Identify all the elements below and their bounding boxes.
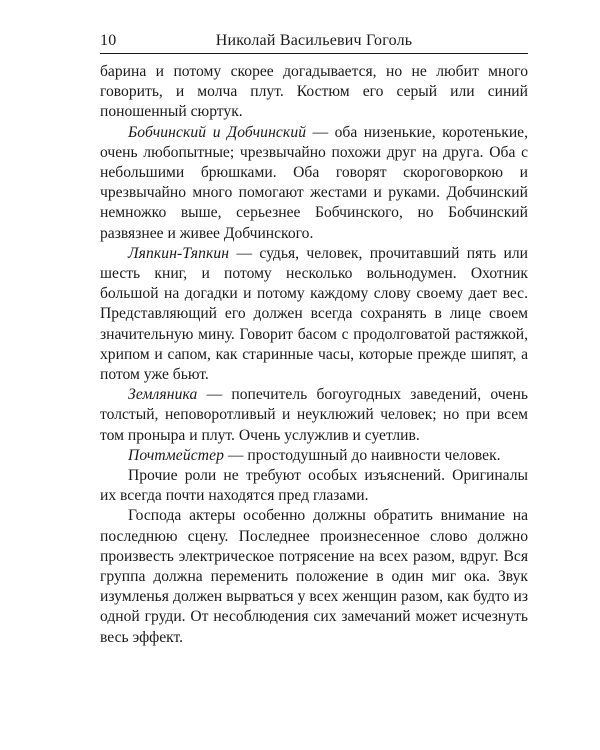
paragraph-text: — судья, человек, прочитавший пять или шесть книг, и потому несколько вольнодумен. Охотник большой на догадки и потому каждому слову своему дает вес. Представляющий его должен всегда сохранять в лице своем значительную мину. Говорит басом с продолговатой растяжкой, хрипом и сапом, как старинные часы, которые прежде шипят, а потом уже бьют. — [100, 244, 528, 384]
role-name: Земляника — [128, 386, 198, 404]
paragraph-text: — оба низенькие, коротенькие, очень любопытные; чрезвычайно похожи друг на друга. Оба с небольшими брюшками. Оба говорят скороговоркою и чрезвычайно много помогают жестами и руками. Добчинский немножко выше, серьезнее Бобчинского, но Бобчинский развязнее и живее Добчинского. — [100, 123, 529, 242]
paragraph-lyapkin-tyapkin — [100, 244, 528, 385]
paragraph-text: барина и потому скорее догадывается, но не любит много говорить, и молча плут. Костюм его серый или синий поношенный сюртук. — [100, 63, 528, 121]
paragraph-final-scene — [100, 506, 528, 647]
paragraph-continuation — [100, 62, 528, 123]
paragraph-text: Прочие роли не требуют особых изъяснений. Оригиналы их всегда почти находятся пред глазами. — [100, 467, 528, 505]
running-title: Николай Васильевич Гоголь — [215, 32, 413, 49]
page-number: 10 — [100, 32, 117, 49]
paragraph-other-roles — [100, 466, 528, 506]
paragraph-zemlyanika — [100, 385, 528, 446]
paragraph-text: — попечитель богоугодных заведений, очень толстый, неповоротливый и неуклюжий человек; но при всем том проныра и плут. Очень услужлив и суетлив. — [100, 386, 528, 444]
paragraph-text: Господа актеры особенно должны обратить внимание на последнюю сцену. Последнее произнесенное слово должно произвесть электрическое потрясение на всех разом, вдруг. Вся группа должна переменить положение в один миг ока. Звук изумленья должен вырваться у всех женщин разом, как будто из одной груди. От несоблюдения сих замечаний может исчезнуть весь эффект. — [100, 507, 528, 646]
paragraph-postmaster — [100, 446, 528, 466]
body-text — [100, 62, 528, 648]
running-head — [100, 31, 528, 51]
role-name: Ляпкин-Тяпкин — [128, 244, 230, 262]
role-name: Бобчинский и Добчинский — [128, 123, 307, 141]
paragraph-bobchinsky-dobchinsky — [100, 123, 528, 244]
paragraph-text: — простодушный до наивности человек. — [224, 446, 501, 464]
header-rule — [100, 53, 528, 54]
role-name: Почтмейстер — [128, 446, 225, 464]
